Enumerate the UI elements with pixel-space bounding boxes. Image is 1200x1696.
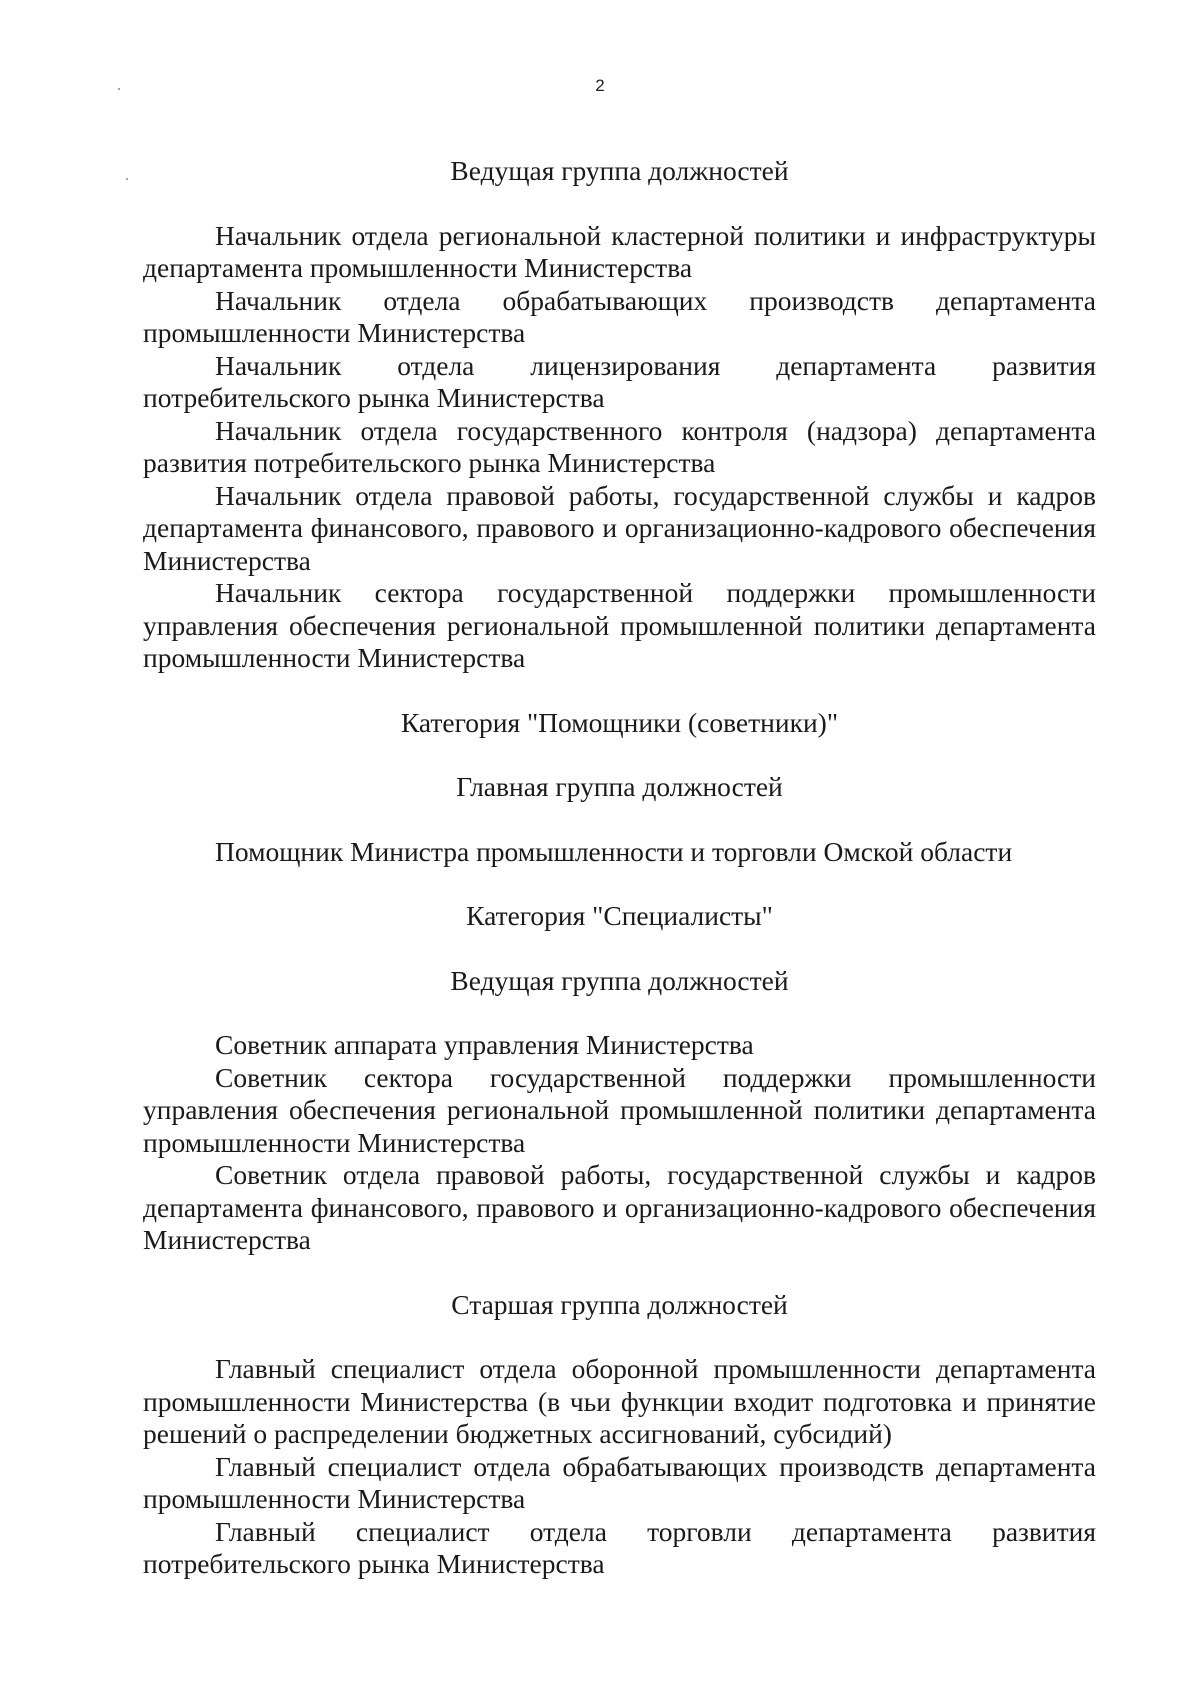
position-item: Помощник Министра промышленности и торговли Омской области [215,835,1013,867]
position-item: Советник сектора государственной поддержки промышленности управления обеспечения региональной промышленной политики департамента промышленности Министерства [143,1061,1096,1158]
position-item: Начальник отдела лицензирования департамента развития потребительского рынка Министерства [143,349,1096,413]
position-item: Главный специалист отдела торговли департамента развития потребительского рынка Министерства [143,1515,1096,1579]
scan-speck [126,178,128,180]
position-item: Начальник отдела государственного контроля (надзора) департамента развития потребительского рынка Министерства [143,414,1096,478]
position-item: Главный специалист отдела обрабатывающих производств департамента промышленности Министерства [143,1450,1096,1514]
position-item: Начальник сектора государственной поддержки промышленности управления обеспечения региональной промышленной политики департамента промышленности Министерства [143,577,1096,673]
group-heading-leading: Ведущая группа должностей [450,964,789,996]
document-body [143,155,1096,1581]
position-item: Советник аппарата управления Министерства [215,1029,754,1060]
position-item: Советник отдела правовой работы, государственной службы и кадров департамента финансового, правового и организационно-кадрового обеспечения Министерства [143,1159,1096,1255]
section-heading-leading-group: Ведущая группа должностей [450,155,789,186]
category-heading-specialists: Категория "Специалисты" [466,900,773,931]
page-number: 2 [595,76,605,95]
group-heading-senior: Старшая группа должностей [451,1288,788,1320]
position-item: Главный специалист отдела оборонной промышленности департамента промышленности Министерства (в чьи функции входит подготовка и принятие решений о распределении бюджетных ассигнований, субсидий) [143,1353,1096,1449]
group-heading-main: Главная группа должностей [456,771,783,802]
position-item: Начальник отдела обрабатывающих производств департамента промышленности Министерства [143,284,1096,348]
position-item: Начальник отдела правовой работы, государственной службы и кадров департамента финансового, правового и организационно-кадрового обеспечения Министерства [143,479,1096,576]
category-heading-assistants: Категория "Помощники (советники)" [400,706,839,738]
position-item: Начальник отдела региональной кластерной политики и инфраструктуры департамента промышленности Министерства [143,219,1096,283]
